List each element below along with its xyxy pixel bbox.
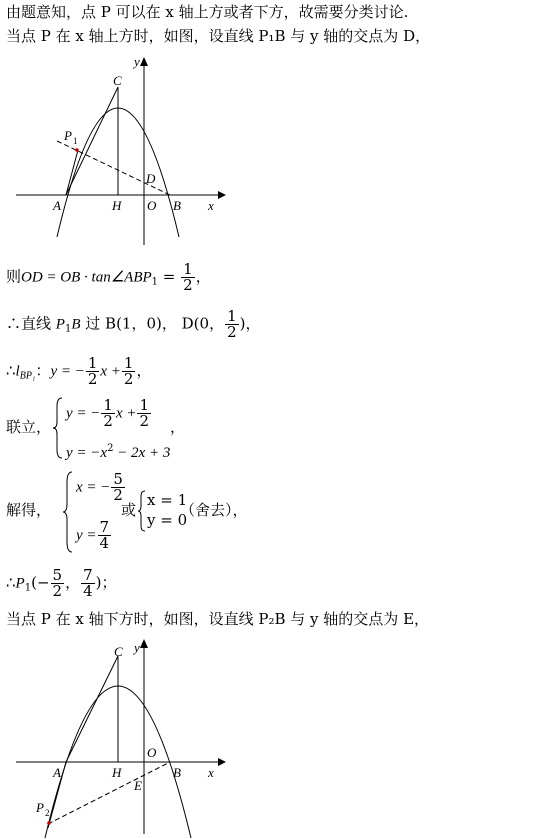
step6-n2: 7 [83, 566, 93, 584]
step2-num: 1 [227, 307, 237, 325]
step6-d2: 4 [83, 582, 93, 600]
fig2-segment-AC [66, 656, 118, 762]
step-6 [6, 568, 116, 599]
step5-x [76, 472, 126, 503]
fig1-label-H: H [112, 198, 122, 213]
step2-end: )， [239, 314, 261, 333]
step3-y: y = − [50, 363, 85, 380]
step5-or: 或 [121, 501, 137, 519]
fig2-label-P2-sub: 2 [45, 808, 50, 818]
step5-x2: x = 1 [147, 491, 188, 509]
step6-prefix: ∴ [6, 573, 16, 592]
step1-end: ， [195, 267, 211, 286]
step3-num1: 1 [87, 354, 98, 372]
figure-1 [0, 52, 240, 248]
step4-eq2-rest: − 2x + 3 [113, 445, 171, 461]
step5-y2: y = 0 [147, 511, 188, 529]
fig1-y-arrow [140, 57, 148, 66]
step2-B: B [71, 316, 81, 333]
fig2-label-y: y [134, 640, 140, 655]
fig2-label-O: O [147, 745, 157, 760]
step-1 [6, 262, 211, 293]
step1-frac [181, 262, 195, 293]
step3-den1: 2 [87, 370, 98, 388]
step4-eq1-frac2 [137, 398, 151, 429]
fig2-point-P2 [47, 821, 51, 825]
step-3 [6, 356, 151, 387]
step4-eq2-sup: 2 [107, 443, 114, 454]
step5-yn: 7 [99, 518, 110, 536]
step3-den2: 2 [123, 370, 134, 388]
fig1-label-P1: P [64, 128, 72, 143]
fig1-label-P1-sub: 1 [73, 136, 78, 146]
step3-frac2 [122, 356, 136, 387]
step6-sub: 1 [24, 582, 32, 594]
step3-x: x + [100, 363, 121, 380]
step6-n1: 5 [52, 566, 63, 584]
fig2-label-E: E [134, 778, 142, 793]
step4-eq1-frac1 [101, 398, 115, 429]
step6-comma: ， [65, 573, 81, 592]
case2-line: 当点 P 在 x 轴下方时，如图，设直线 P₂B 与 y 轴的交点为 E， [6, 610, 430, 628]
step1-eq: = [158, 267, 181, 286]
fig2-dashed-P2B [48, 762, 170, 824]
step2-point-D: D(0， [176, 314, 225, 333]
fig2-label-H: H [112, 765, 122, 780]
step2-prefix: ∴直线 [6, 314, 56, 333]
fig1-label-y: y [134, 54, 140, 69]
step4-end: ， [170, 418, 186, 436]
step5-y-frac [98, 520, 112, 551]
step5-x-frac [111, 472, 125, 503]
fig1-label-x: x [208, 198, 214, 213]
step3-frac1 [86, 356, 100, 387]
fig1-label-D: D [146, 171, 156, 186]
step3-end: ， [136, 361, 152, 380]
step4-eq1-d2: 2 [139, 412, 150, 430]
fig1-dashed-P1B [57, 141, 170, 195]
step3-prefix: ∴ [6, 361, 16, 380]
step4-eq2 [66, 439, 170, 463]
fig1-label-B: B [173, 198, 181, 213]
step5-drop: （舍去）， [180, 501, 248, 519]
step5-brace2 [137, 490, 147, 532]
step6-end: )； [95, 573, 117, 592]
step5-xn: 5 [113, 470, 123, 488]
step-2 [6, 309, 260, 340]
step2-den: 2 [227, 323, 237, 341]
step3-l: l [15, 363, 20, 380]
fig1-segment-AP1 [66, 150, 78, 195]
fig2-label-P2: P [36, 800, 44, 815]
step5-brace [62, 470, 74, 554]
fig2-label-A: A [53, 765, 61, 780]
fig1-label-A: A [53, 198, 61, 213]
step4-eq1-y: y = − [66, 405, 101, 422]
step1-sub: 1 [151, 276, 159, 288]
step5-xd: 2 [113, 486, 123, 504]
step5-prefix: 解得， [6, 501, 52, 519]
fig2-label-B: B [173, 765, 181, 780]
step4-eq1-d1: 2 [103, 412, 113, 430]
step2-mid: 过 [80, 314, 106, 333]
step4-prefix: 联立， [6, 418, 52, 436]
fig1-label-C: C [113, 73, 122, 88]
step1-num: 1 [183, 260, 193, 278]
step3-num2: 1 [123, 354, 134, 372]
fig1-x-arrow [218, 191, 226, 199]
fig2-x-arrow [218, 758, 226, 766]
fig1-point-P1 [75, 148, 79, 152]
step4-eq1 [66, 398, 152, 429]
step5-x-label: x = − [76, 479, 111, 496]
fig2-label-x: x [208, 765, 214, 780]
intro-line: 由题意知，点 P 可以在 x 轴上方或者下方，故需要分类讨论. [6, 3, 409, 21]
step1-prefix: 则 [6, 267, 22, 286]
step5-y-label: y = [76, 527, 97, 544]
step6-d1: 2 [52, 582, 63, 600]
step4-brace [52, 396, 64, 460]
step5-y [76, 520, 112, 551]
step2-line: P [55, 316, 65, 333]
case1-line: 当点 P 在 x 轴上方时，如图，设直线 P₁B 与 y 轴的交点为 D， [6, 27, 431, 45]
step4-eq1-n1: 1 [103, 396, 113, 414]
step6-P: P [15, 575, 25, 592]
step1-expr: OD = OB · tan∠ABP [21, 269, 152, 286]
step3-sub: BP₁ [19, 370, 36, 382]
step6-frac2 [81, 568, 95, 599]
step4-eq1-n2: 1 [139, 396, 150, 414]
step2-sub: 1 [64, 323, 72, 335]
fig2-y-arrow [140, 639, 148, 648]
step2-frac [225, 309, 239, 340]
step6-frac1 [51, 568, 65, 599]
step6-open: (− [31, 573, 50, 592]
figure-2 [0, 634, 240, 839]
step4-eq1-x: x + [115, 405, 137, 422]
step1-den: 2 [183, 276, 193, 294]
step4-eq2-main: y = −x [66, 445, 108, 461]
fig1-label-O: O [147, 198, 157, 213]
step5-yd: 4 [99, 534, 110, 552]
step2-point-B: B(1，0)， [105, 314, 177, 333]
step3-colon: ： [35, 361, 51, 380]
fig2-label-C: C [114, 644, 123, 659]
